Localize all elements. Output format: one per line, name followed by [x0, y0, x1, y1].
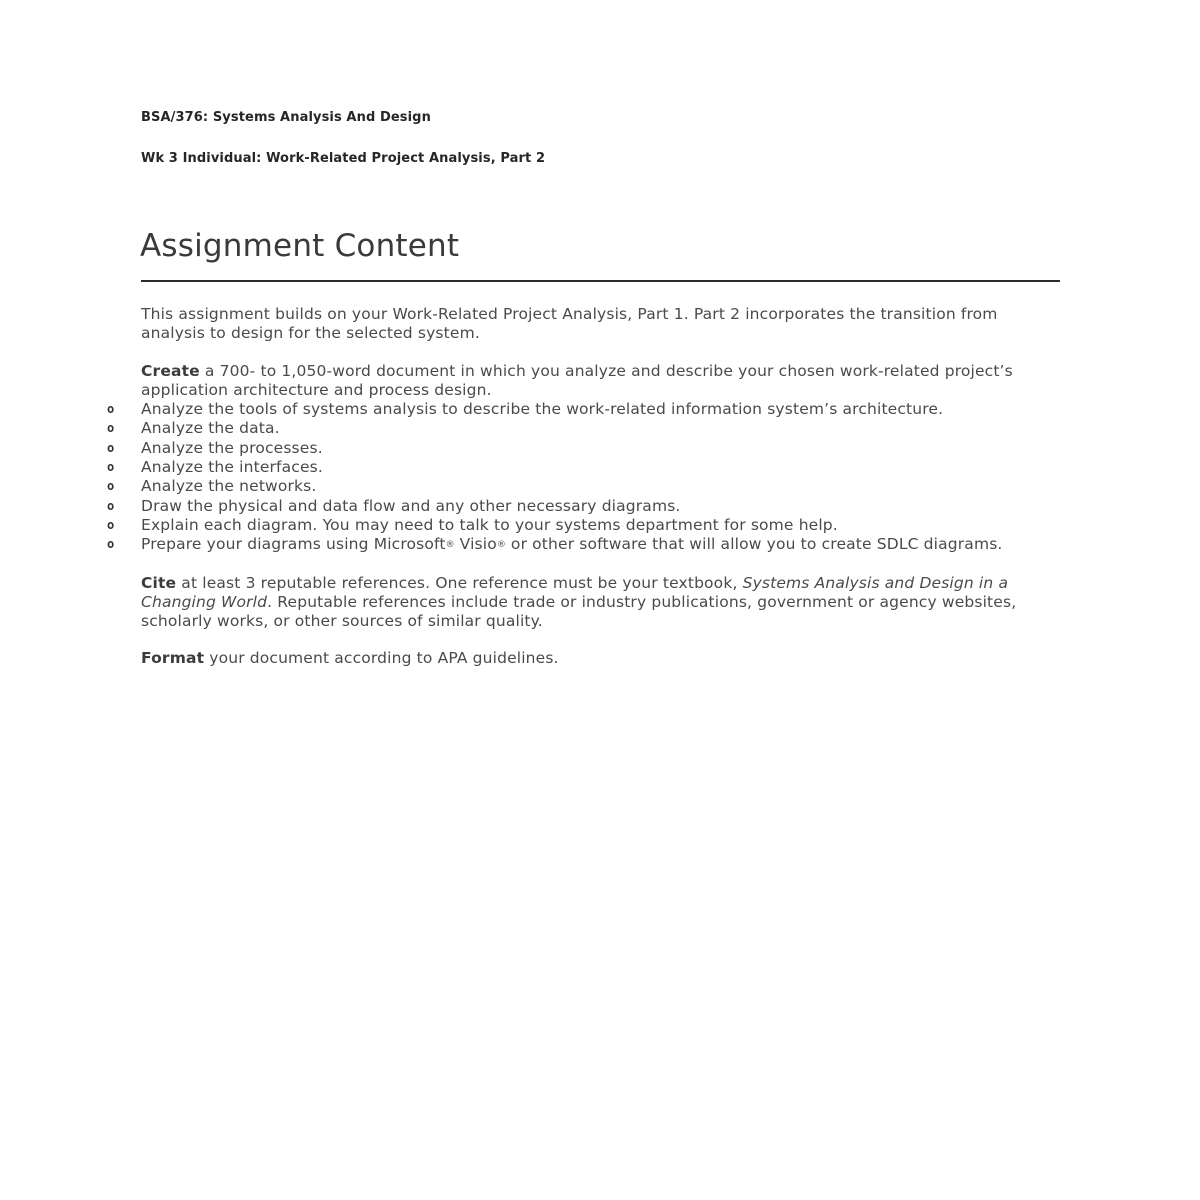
list-item [107, 496, 1061, 516]
bullet-o-icon: o [107, 402, 115, 417]
bullet-o-icon: o [107, 421, 115, 436]
bullet-o-icon: o [107, 537, 115, 552]
title-divider [141, 280, 1060, 282]
visio-middle: Visio [454, 535, 497, 554]
assignment-header: Wk 3 Individual: Work-Related Project Analysis, Part 2 [141, 151, 546, 166]
cite-part2: . Reputable references include trade or industry publications, government or agency websites, scholarly works, or other sources of similar quality. [141, 592, 1017, 631]
cite-lead: Cite [141, 573, 177, 592]
list-item [107, 400, 1061, 419]
cite-part1: at least 3 reputable references. One reference must be your textbook, [176, 573, 743, 592]
intro-text: This assignment builds on your Work-Related Project Analysis, Part 1. Part 2 incorporates the transition from analysis to design for the selected system. [141, 305, 998, 343]
format-rest: your document according to APA guidelines. [204, 649, 559, 668]
assignment-body [0, 305, 1200, 669]
intro-paragraph [141, 305, 1061, 344]
bullet-o-icon: o [107, 460, 115, 475]
create-rest: a 700- to 1,050-word document in which you analyze and describe your chosen work-related project’s application architecture and process design. [141, 361, 1013, 399]
list-item [107, 419, 1061, 438]
list-item-visio [107, 535, 1061, 555]
list-item-label: Analyze the tools of systems analysis to describe the work-related information system’s architecture. [141, 400, 944, 419]
visio-after: or other software that will allow you to create SDLC diagrams. [505, 535, 1003, 554]
format-paragraph [141, 649, 1061, 668]
cite-paragraph [141, 574, 1061, 632]
textbook-title: Systems Analysis and Design in a Changing World [141, 573, 1009, 611]
bullet-o-icon: o [107, 498, 115, 513]
registered-trademark-icon: ® [445, 540, 455, 551]
list-item-label: Analyze the processes. [141, 438, 323, 457]
bullet-o-icon: o [107, 440, 115, 455]
create-paragraph [141, 362, 1061, 401]
list-item [107, 438, 1061, 458]
list-item-label: Draw the physical and data flow and any other necessary diagrams. [141, 496, 681, 515]
bullet-o-icon: o [107, 479, 115, 494]
list-item-label [141, 535, 1061, 555]
list-item-label: Analyze the interfaces. [141, 458, 323, 477]
registered-trademark-icon: ® [496, 540, 506, 551]
page-title: Assignment Content [140, 227, 460, 264]
list-item-label: Explain each diagram. You may need to talk to your systems department for some help. [141, 515, 838, 534]
list-item-label: Analyze the data. [141, 419, 280, 438]
course-header: BSA/376: Systems Analysis And Design [141, 110, 431, 125]
create-lead: Create [141, 361, 200, 380]
task-bullet-list [0, 400, 1200, 555]
list-item [107, 458, 1061, 477]
list-item [107, 515, 1061, 535]
format-lead: Format [141, 649, 205, 668]
visio-before: Prepare your diagrams using Microsoft [141, 535, 446, 554]
bullet-o-icon: o [107, 517, 115, 532]
list-item [107, 477, 1061, 496]
list-item-label: Analyze the networks. [141, 477, 317, 496]
